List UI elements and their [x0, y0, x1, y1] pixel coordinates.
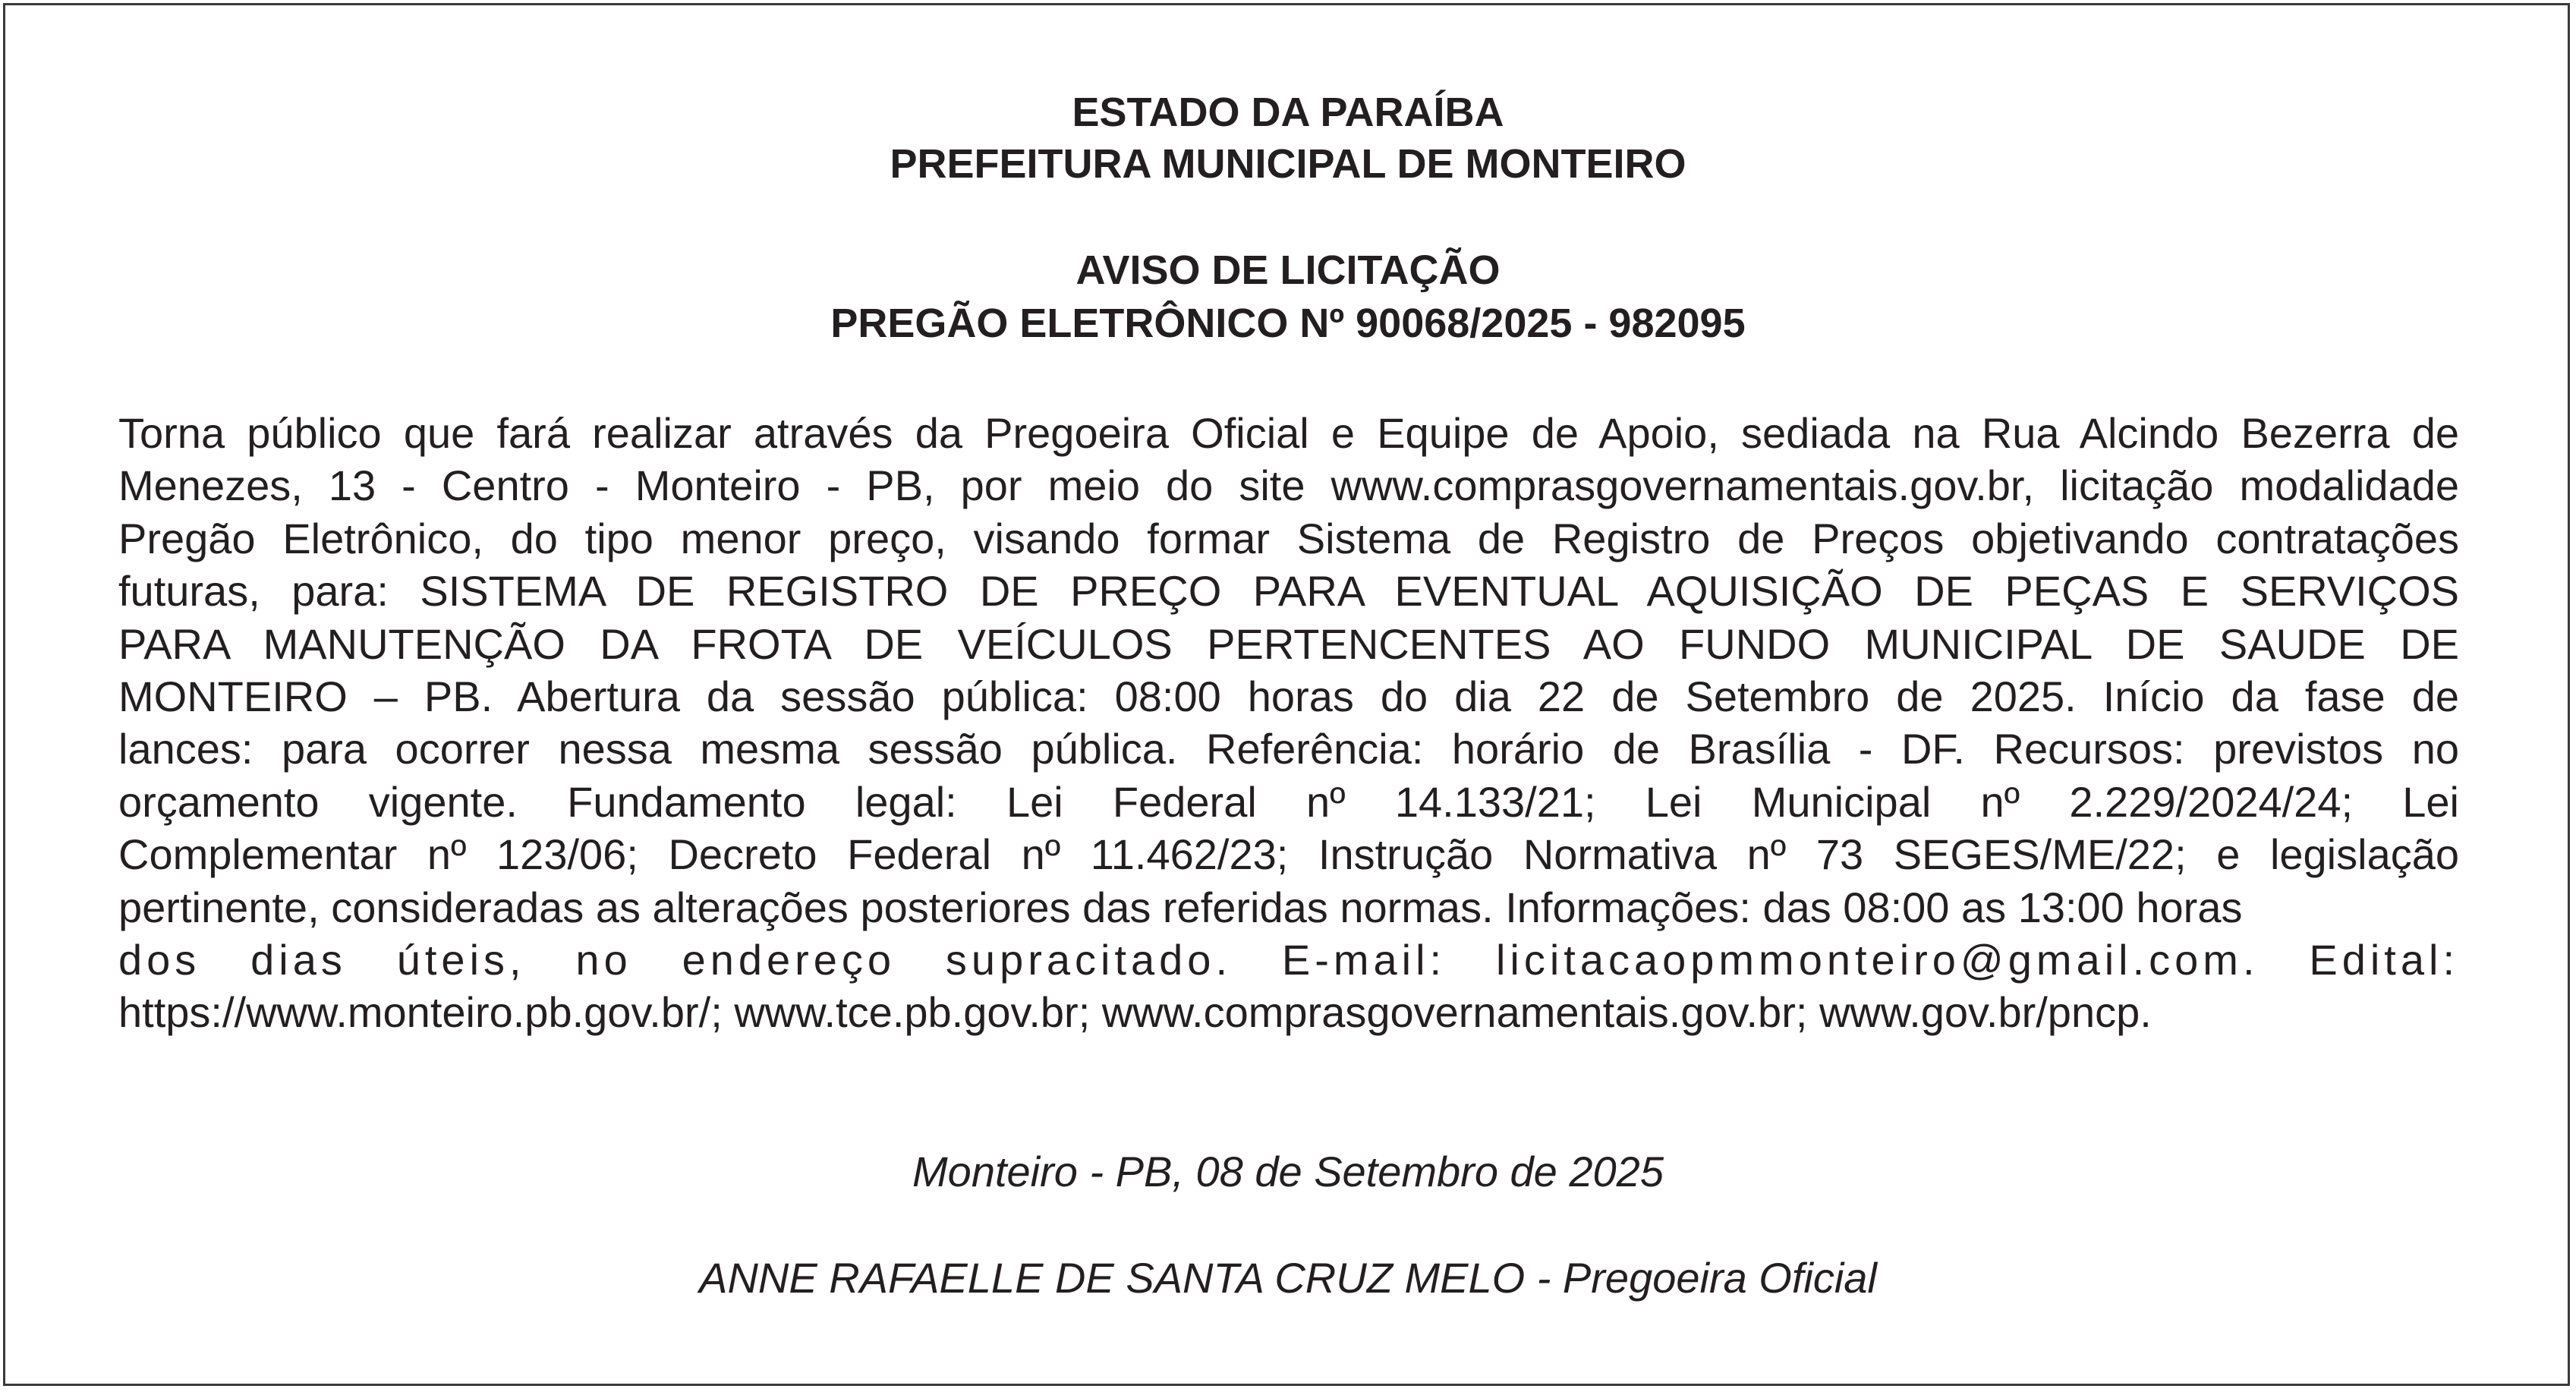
state-title: ESTADO DA PARAÍBA	[1072, 90, 1504, 135]
notice-body	[118, 407, 2459, 1039]
body-line: Complementar nº 123/06; Decreto Federal nº 11.462/23; Instrução Normativa nº 73 SEGES/ME/22; e legislação	[118, 830, 2459, 879]
body-line: dos dias úteis, no endereço supracitado. E-mail: licitacaopmmonteiro@gmail.com. Edital:	[118, 936, 2459, 984]
pregao-title: PREGÃO ELETRÔNICO Nº 90068/2025 - 982095	[830, 301, 1746, 346]
body-line: futuras, para: SISTEMA DE REGISTRO DE PREÇO PARA EVENTUAL AQUISIÇÃO DE PEÇAS E SERVIÇOS	[118, 567, 2459, 616]
body-line: PARA MANUTENÇÃO DA FROTA DE VEÍCULOS PERTENCENTES AO FUNDO MUNICIPAL DE SAUDE DE	[118, 619, 2459, 668]
body-line: MONTEIRO – PB. Abertura da sessão pública: 08:00 horas do dia 22 de Setembro de 2025. Início da fase de	[118, 672, 2459, 721]
body-line: orçamento vigente. Fundamento legal: Lei Federal nº 14.133/21; Lei Municipal nº 2.229/2024/24; Lei	[118, 777, 2459, 826]
body-line: Torna público que fará realizar através da Pregoeira Oficial e Equipe de Apoio, sediada na Rua Alcindo Bezerra de	[118, 409, 2459, 457]
body-line: https://www.monteiro.pb.gov.br/; www.tce.pb.gov.br; www.comprasgovernamentais.gov.br; www.gov.br/pncp.	[118, 988, 2152, 1037]
body-line: pertinente, consideradas as alterações posteriores das referidas normas. Informações: das 08:00 as 13:00 horas	[118, 883, 2243, 931]
body-line: Menezes, 13 - Centro - Monteiro - PB, por meio do site www.comprasgovernamentais.gov.br, licitação modalidade	[118, 461, 2459, 510]
body-line: Pregão Eletrônico, do tipo menor preço, visando formar Sistema de Registro de Preços objetivando contratações	[118, 514, 2459, 562]
date-line: Monteiro - PB, 08 de Setembro de 2025	[912, 1148, 1664, 1195]
body-line: lances: para ocorrer nessa mesma sessão pública. Referência: horário de Brasília - DF. Recursos: previstos no	[118, 725, 2459, 773]
notice-title: AVISO DE LICITAÇÃO	[1075, 247, 1501, 293]
signature-line: ANNE RAFAELLE DE SANTA CRUZ MELO - Pregoeira Oficial	[699, 1254, 1877, 1302]
prefeitura-title: PREFEITURA MUNICIPAL DE MONTEIRO	[890, 141, 1686, 187]
